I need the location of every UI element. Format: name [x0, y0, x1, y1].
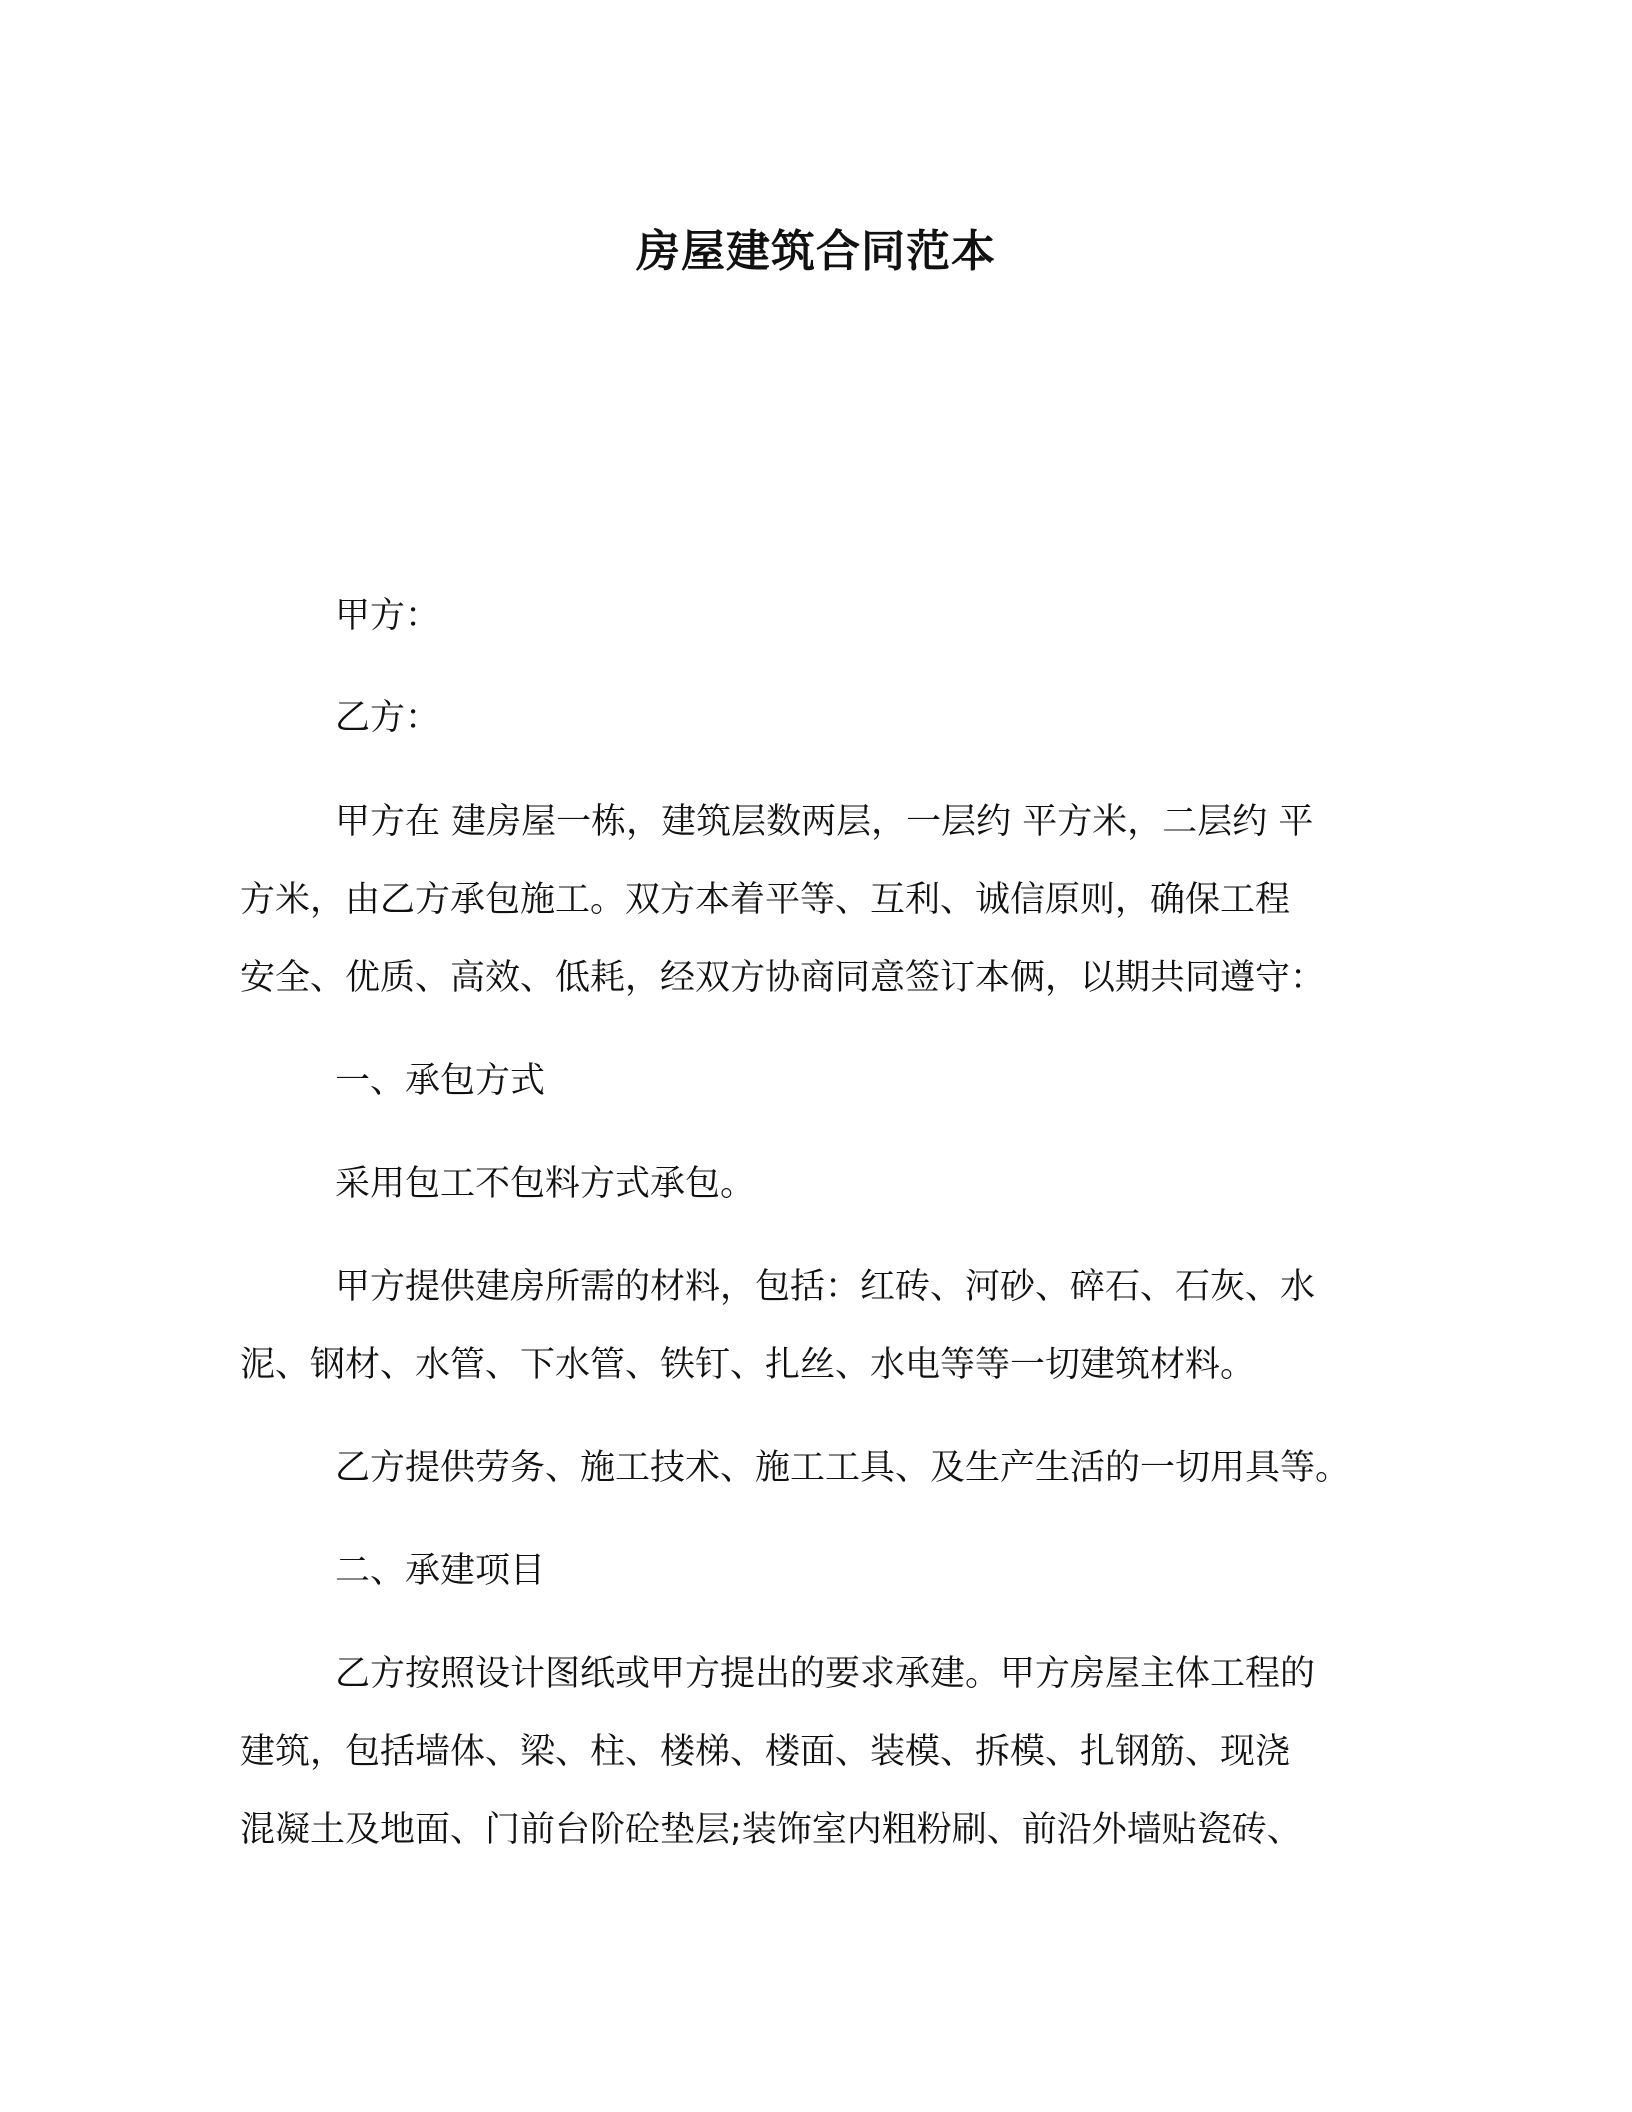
contract-method-line: 采用包工不包料方式承包。 — [335, 1164, 756, 1204]
labor-line: 乙方提供劳务、施工技术、施工工具、及生产生活的一切用具等。 — [335, 1448, 1351, 1488]
party-b-label: 乙方： — [335, 698, 441, 738]
materials-line-2: 泥、钢材、水管、下水管、铁钉、扎丝、水电等等一切建筑材料。 — [240, 1345, 1256, 1385]
section-heading-2: 二、承建项目 — [335, 1551, 546, 1591]
project-line-3: 混凝土及地面、门前台阶砼垫层;装饰室内粗粉刷、前沿外墙贴瓷砖、 — [240, 1810, 1302, 1850]
project-line-1: 乙方按照设计图纸或甲方提出的要求承建。甲方房屋主体工程的 — [335, 1654, 1316, 1694]
intro-line-2: 方米，由乙方承包施工。双方本着平等、互利、诚信原则，确保工程 — [240, 880, 1291, 920]
party-a-label: 甲方： — [335, 596, 441, 636]
intro-line-3: 安全、优质、高效、低耗，经双方协商同意签订本俩，以期共同遵守： — [240, 958, 1326, 998]
intro-line-1: 甲方在 建房屋一栋，建筑层数两层，一层约 平方米，二层约 平 — [335, 802, 1314, 842]
project-line-2: 建筑，包括墙体、梁、柱、楼梯、楼面、装模、拆模、扎钢筋、现浇 — [240, 1732, 1291, 1772]
materials-line-1: 甲方提供建房所需的材料，包括：红砖、河砂、碎石、石灰、水 — [335, 1267, 1316, 1307]
document-title: 房屋建筑合同范本 — [636, 226, 996, 277]
section-heading-1: 一、承包方式 — [335, 1061, 546, 1101]
